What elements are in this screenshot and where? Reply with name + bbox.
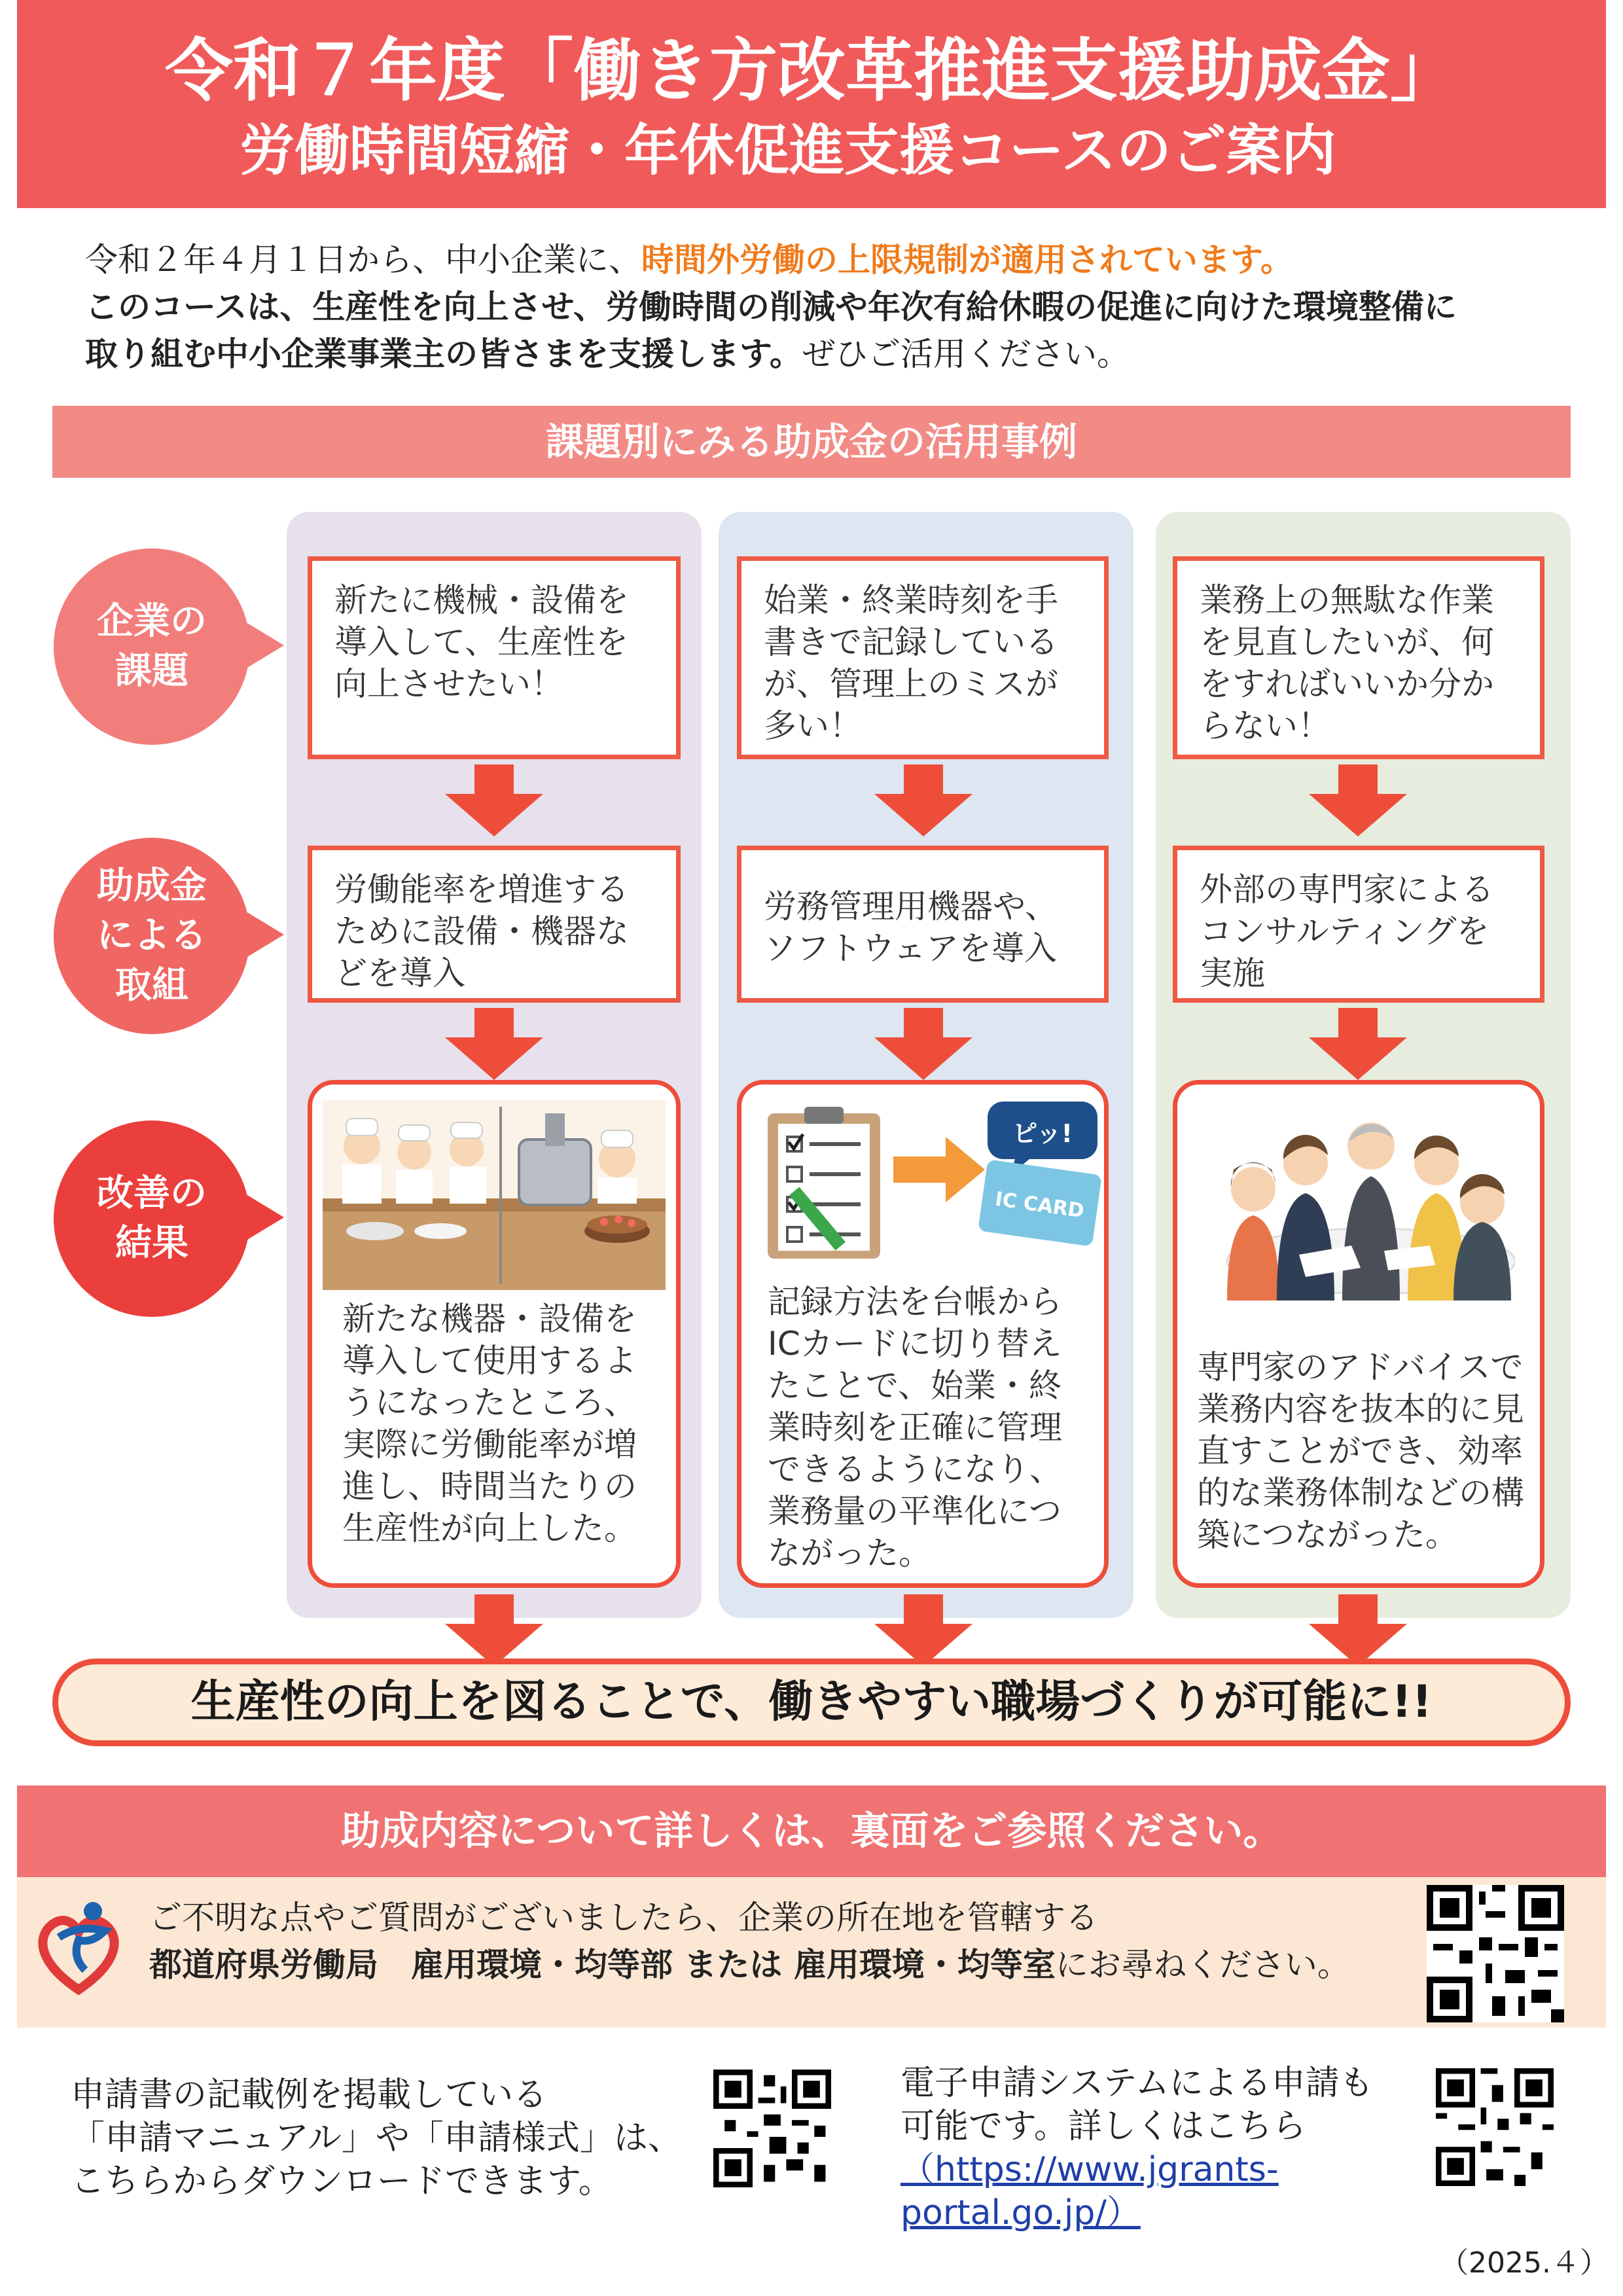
right-arrow-icon [893, 1137, 985, 1202]
result-text-2: 記録方法を台帳から ICカードに切り替え たことで、始業・終 業時刻を正確に管理 できるようになり、 業務量の平準化につ ながった。 [768, 1283, 1062, 1572]
result-text-3: 専門家のアドバイスで 業務内容を抜本的に見 直すことができ、効率 的な業務体制などの構 築につながった。 [1197, 1348, 1524, 1554]
conclusion-banner: 生産性の向上を図ることで、働きやすい職場づくりが可能に!! [52, 1659, 1571, 1746]
result-box-3 [1173, 1080, 1544, 1588]
contact-offices: 都道府県労働局 雇用環境・均等部 または 雇用環境・均等室にお尋ねください。 [149, 1946, 1350, 1984]
sound-label: ピッ! [1012, 1119, 1073, 1148]
kitchen-illustration [323, 1100, 666, 1290]
action-box-1: 労働能率を増進する ために設備・機器な どを導入 [308, 846, 681, 1003]
speech-pointer [247, 623, 284, 668]
e-application-text: 電子申請システムによる申請も 可能です。詳しくはこちら [901, 2064, 1374, 2146]
row-label-issue: 企業の 課題 [54, 548, 250, 745]
issue-date: （2025.４） [1440, 2246, 1609, 2280]
intro-line-3: 取り組む中小企業事業主の皆さまを支援します。ぜひご活用ください。 [85, 335, 1130, 373]
down-arrow-icon [445, 1594, 543, 1666]
ministry-logo-icon [33, 1898, 124, 1996]
section-banner: 課題別にみる助成金の活用事例 [52, 406, 1571, 478]
jgrants-link[interactable]: （https://www.jgrants- portal.go.jp/） [901, 2150, 1279, 2233]
page-subtitle: 労働時間短縮・年休促進支援コースのご案内 [240, 118, 1336, 183]
down-arrow-icon [1309, 1008, 1407, 1080]
action-box-2: 労務管理用機器や、 ソフトウェアを導入 [737, 846, 1109, 1003]
speech-pointer [247, 1195, 284, 1240]
intro-highlight: 時間外労働の上限規制が適用されています。 [641, 241, 1293, 279]
down-arrow-icon [445, 1008, 543, 1080]
intro-line-1: 令和２年４月１日から、中小企業に、時間外労働の上限規制が適用されています。 [85, 241, 1293, 279]
intro-line-2: このコースは、生産性を向上させ、労働時間の削減や年次有給休暇の促進に向けた環境整備に [85, 288, 1457, 326]
row-label-result: 改善の 結果 [54, 1121, 250, 1317]
issue-box-3: 業務上の無駄な作業 を見直したいが、何 をすればいいか分か らない！ [1173, 556, 1544, 759]
result-text-1: 新たな機器・設備を 導入して使用するよ うになったところ、 実際に労働能率が増 進し、時間当たりの 生産性が向上した。 [342, 1300, 637, 1547]
header-banner [17, 0, 1606, 208]
contact-text: ご不明な点やご質問がございましたら、企業の所在地を管轄する [149, 1899, 1098, 1937]
row-label-action: 助成金 による 取組 [54, 838, 250, 1034]
issue-box-1: 新たに機械・設備を 導入して、生産性を 向上させたい！ [308, 556, 681, 759]
speech-pointer [247, 912, 284, 957]
result-box-1 [308, 1080, 681, 1588]
qr-code-icon[interactable] [1427, 1885, 1564, 2022]
checklist-icon [765, 1104, 883, 1261]
manual-download-text: 申請書の記載例を掲載している 「申請マニュアル」や「申請様式」は、 こちらからダウンロードできます。 [71, 2075, 682, 2201]
result-box-2 [737, 1080, 1109, 1588]
down-arrow-icon [1309, 1594, 1407, 1666]
page-title: 令和７年度「働き方改革推進支援助成金」 [164, 31, 1458, 111]
down-arrow-icon [874, 1594, 972, 1666]
down-arrow-icon [1309, 764, 1407, 836]
card-label: IC CARD [993, 1187, 1086, 1223]
qr-code-icon[interactable] [713, 2070, 831, 2187]
meeting-illustration [1214, 1111, 1515, 1300]
down-arrow-icon [874, 764, 972, 836]
issue-box-2: 始業・終業時刻を手 書きで記録している が、管理上のミスが 多い！ [737, 556, 1109, 759]
action-box-3: 外部の専門家による コンサルティングを 実施 [1173, 846, 1544, 1003]
ic-card-icon [977, 1095, 1101, 1246]
detail-banner: 助成内容について詳しくは、裏面をご参照ください。 [17, 1785, 1606, 1877]
down-arrow-icon [445, 764, 543, 836]
down-arrow-icon [874, 1008, 972, 1080]
qr-code-icon[interactable] [1436, 2068, 1554, 2186]
